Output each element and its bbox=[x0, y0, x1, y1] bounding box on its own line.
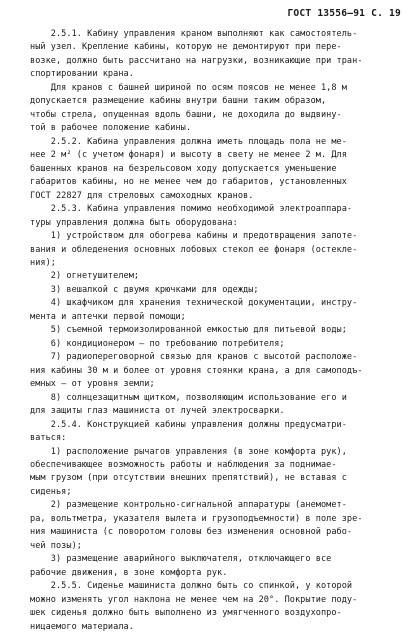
text-line: емных — от уровня земли; bbox=[30, 379, 155, 390]
text-line: 6) кондиционером — по требованию потребителя; bbox=[30, 338, 285, 349]
text-line: рабочие движения, в зоне комфорта рук. bbox=[30, 567, 228, 578]
text-line: туры управления должна быть оборудована: bbox=[30, 217, 238, 228]
text-line: 3) вешалкой с двумя крючками для одежды; bbox=[30, 284, 259, 295]
text-line: башенных кранов на безрельсовом ходу допускается уменьшение bbox=[30, 163, 337, 174]
text-line: ный узел. Крепление кабины, которую не демонтируют при пере- bbox=[30, 42, 342, 53]
text-line: ния кабины 30 м и более от уровня стоянки крана, а для самоподъ- bbox=[30, 365, 363, 376]
text-line: 8) солнцезащитным щитком, позволяющим использование его и bbox=[30, 392, 347, 403]
text-line: 1) устройством для обогрева кабины и предотвращения запоте- bbox=[30, 231, 358, 242]
text-line: 5) съемной термоизолированной емкостью для питьевой воды; bbox=[30, 325, 347, 336]
text-line: ницаемого материала. bbox=[30, 621, 134, 632]
text-line: Для кранов с башней шириной по осям поясов не менее 1,8 м bbox=[30, 82, 347, 93]
text-line: 2.5.1. Кабину управления краном выполняют как самостоятель- bbox=[30, 29, 358, 39]
text-line: 4) шкафчиком для хранения технической документации, инстру- bbox=[30, 298, 358, 309]
text-line: 2.5.2. Кабина управления должна иметь площадь пола не ме- bbox=[30, 136, 347, 147]
text-line: ра, вольтметра, указателя вылета и грузоподъемности) в поле зре- bbox=[30, 513, 363, 524]
text-line: допускается размещение кабины внутри башни таким образом, bbox=[30, 96, 327, 107]
text-line: чей позы); bbox=[30, 540, 82, 551]
text-line: 2.5.4. Конструкцией кабины управления должны предусматри- bbox=[30, 419, 347, 430]
text-line: сиденья; bbox=[30, 486, 72, 497]
text-line: мента и аптечки первой помощи; bbox=[30, 311, 186, 322]
text-line: 2) размещение контрольно-сигнальной аппаратуры (анемомет- bbox=[30, 500, 347, 511]
text-line: вания и обледенения основных лобовых стекол ее фонаря (остекле- bbox=[30, 244, 358, 255]
page-header: ГОСТ 13556—91 С. 19 bbox=[287, 8, 401, 19]
text-line: 7) радиопереговорной связью для кранов с высотой расположе- bbox=[30, 352, 358, 363]
text-line: обеспечивающее возможность работы и наблюдения за поднимае- bbox=[30, 460, 337, 470]
text-line: ния); bbox=[30, 257, 56, 268]
text-line: 2.5.5. Сиденье машиниста должно быть со спинкой, у которой bbox=[30, 581, 353, 592]
text-line: той в рабочее положение кабины. bbox=[30, 123, 192, 134]
text-line: ния машиниста (с поворотом головы без изменения основной рабо- bbox=[30, 527, 353, 538]
text-line: возке, должно быть рассчитано на нагрузки, возникающие при тран- bbox=[30, 55, 363, 66]
text-line: чтобы стрела, опущенная вдоль башни, не доходила до выдвину- bbox=[30, 109, 342, 120]
text-line: нее 2 м² (с учетом фонаря) и высоту в свету не менее 2 м. Для bbox=[30, 150, 347, 161]
document-body bbox=[30, 28, 406, 634]
text-line: спортировании крана. bbox=[30, 69, 134, 80]
text-line: 3) размещение аварийного выключателя, отключающего все bbox=[30, 554, 332, 565]
text-line: 1) расположение рычагов управления (в зоне комфорта рук), bbox=[30, 446, 347, 457]
text-line: шек сиденья должно быть выполнено из умягченного воздухопро- bbox=[30, 608, 342, 619]
text-line: для защиты глаз машиниста от лучей электросварки. bbox=[30, 406, 285, 417]
text-line: 2) огнетушителем; bbox=[30, 271, 140, 282]
text-line: габаритов кабины, но не менее чем до габаритов, установленных bbox=[30, 177, 347, 188]
text-line: можно изменять угол наклона не менее чем на 20°. Покрытие поду- bbox=[30, 594, 358, 605]
text-line: мым грузом (при отсутствии внешних препятствий), не вставая с bbox=[30, 473, 347, 484]
text-line: 2.5.3. Кабина управления помимо необходимой электроаппара- bbox=[30, 204, 353, 215]
text-line: ваться: bbox=[30, 433, 67, 444]
text-line: ГОСТ 22827 для стреловых самоходных кранов. bbox=[30, 190, 254, 201]
